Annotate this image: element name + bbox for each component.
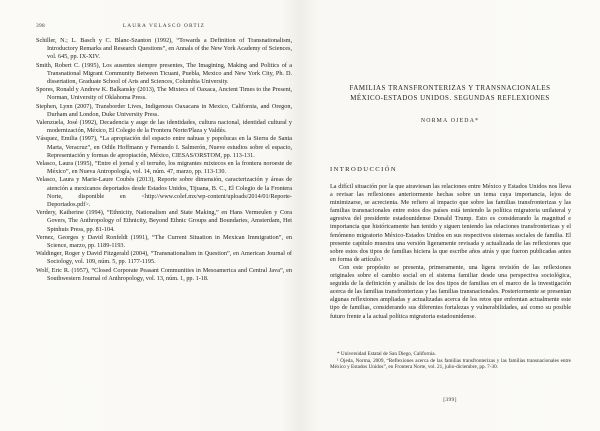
body-paragraph: La difícil situación por la que atraviesan las relaciones entre México y Estados Unidos nos lleva a revisar las reflexiones anteriormente hechas sobre un tema cuya importancia, lejos de minimizarse, se acrecienta. Me refiero al impacto que sobre las familias transfronterizas y las familias transnacionales entre estos dos países está teniendo la política migratoria unilateral y agresiva del presidente estadounidense Donald Trump. Esto es considerando la magnitud e importancia que históricamente han tenido y siguen teniendo las relaciones transfronterizas y el fenómeno migratorio México-Estados Unidos en sus respectivos sistemas sociales de familia. El presente capítulo muestra una versión ligeramente revisada y actualizada de las reflexiones que sobre estos dos tipos de familias hiciera la que escribe años atrás y que fueron publicadas antes en forma de artículo.¹ [330, 183, 571, 263]
reference-entry: Vásquez, Emilia (1997), “La apropiación del espacio entre nahuas y popolucas en la Sierra de Santa Marta, Veracruz”, en Odile Hoffmann y Fernando I. Salmerón, Nueve estudios sobre el espacio, Representación y formas de apropiación, México, CIESAS/ORSTOM, pp. 113-131. [36, 135, 292, 159]
section-heading-introduccion: INTRODUCCIÓN [330, 166, 397, 173]
chapter-title [328, 84, 572, 104]
reference-entry: Stephen, Lynn (2007), Transborder Lives, Indigenous Oaxacans in Mexico, California, and Oregon, Durham and London, Duke University Press. [36, 102, 292, 118]
reference-entry: Valenzuela, José (1992), Decadencia y auge de las identidades, cultura nacional, identidad cultural y modernización, México, El Colegio de la Frontera Norte/Plaza y Valdés. [36, 119, 292, 135]
reference-entry: Verdery, Katherine (1994), “Ethnicity, Nationalism and State Making,” en Hans Vermeulen y Cora Govers, The Anthropology of Ethnicity, Beyond Ethnic Groups and Boundaries, Amsterdam, Het Spinhuis Press, pp. 81-104. [36, 209, 292, 233]
reference-entry: Velasco, Laura y Marie-Laure Coubès (2013), Reporte sobre dimensión, caracterización y áreas de atención a mexicanos deportados desde Estados Unidos, Tijuana, B. C., El Colegio de la Frontera Norte, disponible en <http://www.colef.mx/wp-content/uploads/2014/01/Reporte-Deportados.pdf>. [36, 176, 292, 209]
running-header-text: LAURA VELASCO ORTIZ [122, 23, 206, 29]
body-text [330, 183, 571, 321]
reference-entry: Waldinger, Roger y David Fitzgerald (2004), “Transnationalism in Question”, en American Journal of Sociology, vol. 109, núm. 5, pp. 1177-1195. [36, 250, 292, 266]
footnote-citation: ¹ Ojeda, Norma, 2009, “Reflexiones acerca de las familias transfronterizas y las familias transnacionales entre México y Estados Unidos”, en Frontera Norte, vol. 21, julio-diciembre, pp. 7-30. [330, 357, 571, 371]
footnote-affiliation: * Universidad Estatal de San Diego, California. [337, 351, 436, 357]
chapter-author: NORMA OJEDA* [420, 118, 480, 124]
body-paragraph: Con este propósito se presenta, primeramente, una ligera revisión de las reflexiones originales sobre el cambio social en el sistema familiar desde una perspectiva sociológica, seguida de la definición y análisis de los dos tipos de familias en el marco de la investigación acerca de las familias transfronterizas y las familias transnacionales. Posteriormente se presentan algunas reflexiones ampliadas y actualizadas acerca de los retos que enfrentan actualmente este tipo de familias, considerando sus diferentes fortalezas y vulnerabilidades, así como su posible futuro frente a la actual política migratoria estadounidense. [330, 263, 571, 320]
chapter-title-line1: FAMILIAS TRANSFRONTERIZAS Y TRANSNACIONALES [349, 85, 551, 92]
footnotes [330, 351, 571, 371]
reference-entry: Vernez, Georges y David Ronfeldt (1991), “The Current Situation in Mexican Immigration”, en Science, marzo, pp. 1189-1193. [36, 233, 292, 250]
page-number-left: 398 [36, 23, 45, 29]
running-head [36, 23, 292, 33]
references-list [36, 37, 292, 283]
reference-entry: Velasco, Laura (1995), “Entre el jornal y el terruño, los migrantes mixtecos en la frontera noroeste de México”, en Nueva Antropología, vol. 14, núm. 47, marzo, pp. 113-130. [36, 160, 292, 176]
reference-entry: Wolf, Eric R. (1957), “Closed Corporate Peasant Communities in Mesoamerica and Central Java”, en Southwestern Journal of Anthropology, vol. 13, núm. 1, pp. 1-18. [36, 266, 292, 282]
reference-entry: Smith, Robert C. (1995), Los ausentes siempre presentes, The Imagining, Making and Politics of a Transnational Migrant Community Between Ticuani, Puebla, Mexico and New York City, Ph. D. dissertation, Graduate School of Arts and Sciences, Columbia University. [36, 61, 292, 86]
reference-entry: Spores, Ronald y Andrew K. Balkansky (2013), The Mixtecs of Oaxaca, Ancient Times to the Present, Norman, University of Oklahoma Press. [36, 86, 292, 102]
chapter-title-line2: MÉXICO-ESTADOS UNIDOS. SEGUNDAS REFLEXIONES [350, 95, 550, 102]
reference-entry: Schiller, N.; L. Basch y C. Blanc-Szanton (1992), “Towards a Definition of Transnationalism, Introductory Remarks and Research Questions”, en Annals of the New York Academy of Sciences, vol. 645, pp. IX-XIV. [36, 37, 292, 61]
page-number-right: [399] [443, 397, 457, 403]
